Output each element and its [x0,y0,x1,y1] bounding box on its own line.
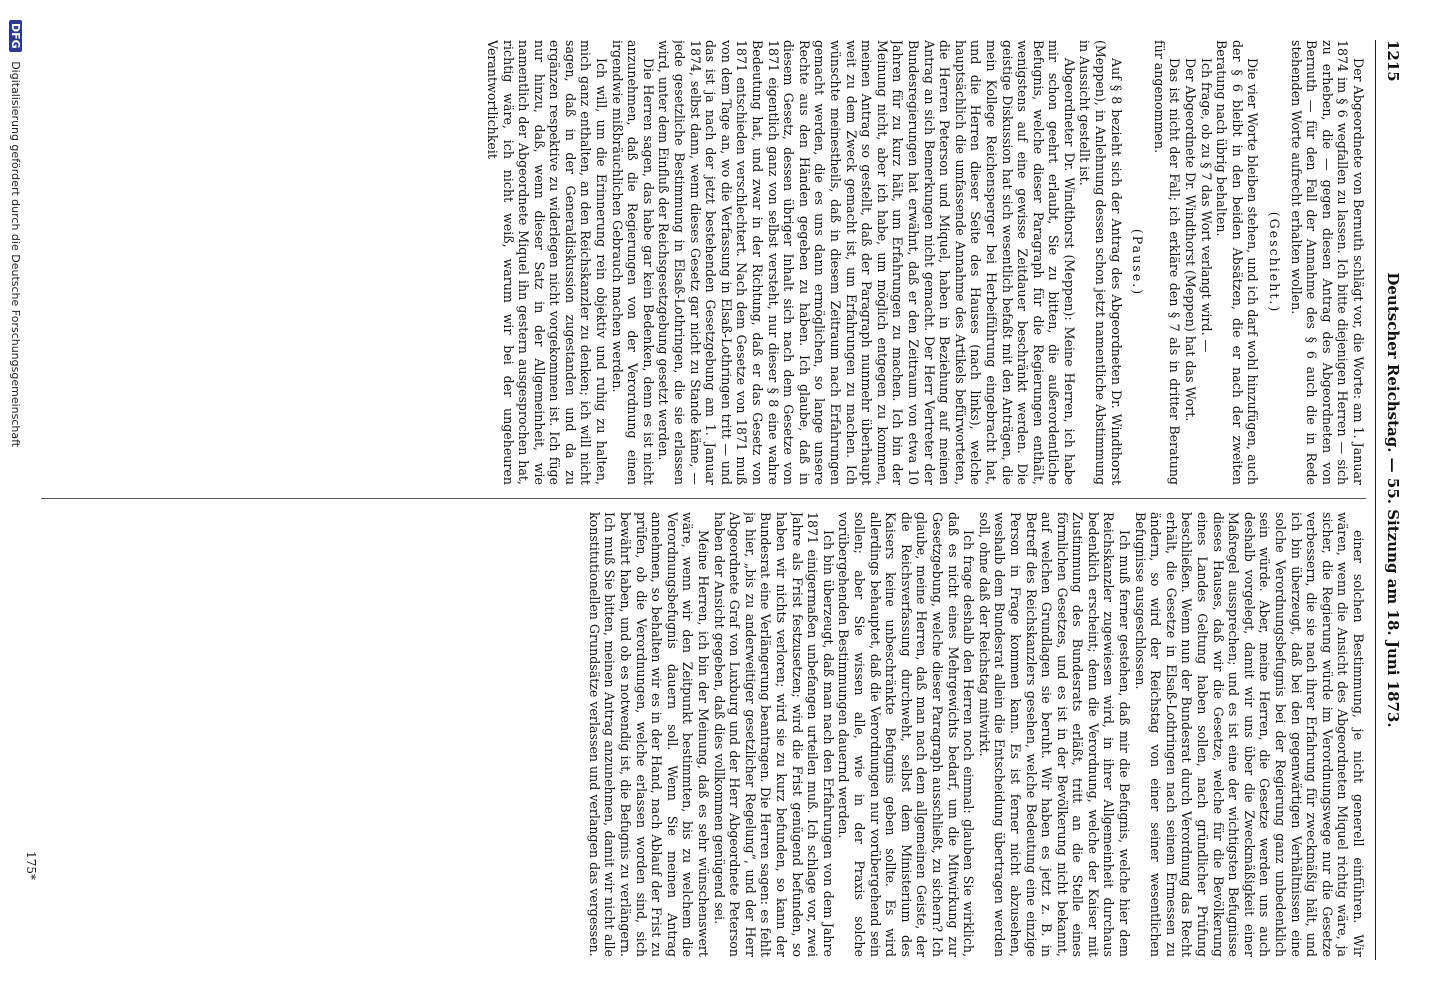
page-number: 1215 [1384,40,1402,82]
paragraph: Das ist nicht der Fall; ich erkläre den § 7 als in dritter Beratung für angenommen. [1151,40,1183,485]
page-header [1376,40,1402,960]
header-rule [1375,40,1376,960]
text-column-left [36,40,1366,485]
paragraph: Ich bin überzeugt, daß man nach den Erfahrungen von dem Jahre 1871 einigermaßen unbefangen urteilen muß. Ich schlage vor, zwei Jahre als Frist festzusetzen; wird die Frist genügend befunden, so haben wir nichts verloren; wird sie zu kurz befunden, so kann der Bundesrat eine Verlängerung beantragen. Die Herren sagen: es fehlt ja hier, „bis zu anderweitiger gesetzlicher Regelung“, und der Herr Abgeordnete Graf von Luxburg und der Herr Abgeordnete Peterson haben der Ansicht gegeben, daß dies vollkommen genügend sei. [711,512,836,957]
paragraph: Die vier Worte bleiben stehen, und ich darf wohl hinzufügen, auch der § 6 bleibt in den beiden Absätzen, die er nach der zweiten Beratung nach übrig behalten. [1214,40,1261,485]
paragraph: Der Abgeordnete von Bernuth schlägt vor, die Worte: am 1. Januar 1874 im § 6 wegfallen zu lassen. Ich bitte diejenigen Herren — sich zu erheben, die — gegen diesen Antrag des Abgeordneten von Bernuth — für den Fall der Annahme des § 6 auch die in Rede stehenden Worte aufrecht erhalten wollen. [1288,40,1366,485]
credit-text: Digitalisierung gefördert durch die Deutsche Forschungsgemeinschaft [9,61,22,448]
paragraph: einer solchen Bestimmung, je nicht generell einführen. Wir wären, wenn die Ansicht des Abgeordneten Miquel richtig wäre, ja sicher, die Regierung würde im Verordnungswege nur die Gesetze verbessern, die sie nach ihrer Erfahrung für zweckmäßig hält, und ich bin überzeugt, daß bei den gegenwärtigen Verhältnissen eine solche Verordnungsbefugnis bei der Regierung ganz unbedenklich sein würde. Aber, meine Herren, die Gesetze werden uns auch deshalb vorgelegt, damit wir uns über die Zweckmäßigkeit einer Maßregel aussprechen; und es ist eine der wichtigsten Befugnisse dieses Hauses, daß wir die Gesetze, welche für die Bevölkerung eines Landes Geltung haben sollen, nach gründlicher Prüfung beschließen. Wenn nun der Bundesrat durch Verordnung das Recht erhält, die Gesetze in Elsaß-Lothringen nach seinem Ermessen zu ändern, so wird der Reichstag von einer seiner wesentlichen Befugnisse ausgeschlossen. [1132,512,1366,957]
page-title: Deutscher Reichstag. — 55. Sitzung am 18. Juni 1873. [1384,272,1402,728]
paragraph: Ich frage, ob zu § 7 das Wort verlangt wird. — [1198,58,1214,353]
paragraph: Ich will, um die Erinnerung rein objektiv und ruhig zu halten, mich ganz enthalten, an den Reichskanzler zu denken; ich will nicht sagen, daß in der Generaldiskussion zugestanden und da zu ergänzen respektive zu widerlegen nicht vorgekommen ist. Ich füge nur hinzu, daß, wenn dieser Satz in der Allgemeinheit, wie namentlich der Abgeordnete Miquel ihn gestern ausgesprochen hat, richtig wäre, ich nicht weiß, warum wir bei der ungeheuren Verantwortlichkeit [484,40,610,485]
paragraph: Der Abgeordnete Dr. Windthorst (Meppen) hat das Wort. [1183,58,1199,422]
dfg-logo: DFG [9,20,22,52]
text-column-right [36,512,1366,957]
digitization-credit [4,20,22,980]
paragraph: Ich frage deshalb den Herren noch einmal: glauben Sie wirklich, daß es nicht eines Mehrgewichts bedarf, um die Mitwirkung zur Gesetzgebung, welche dieser Paragraph ausschließt, zu sichern? Ich glaube, meine Herren, daß man nach dem allgemeinen Geiste, der die Reichsverfassung durchweht, selbst dem Ministerium des Kaisers keine unbeschränkte Befugnis geben sollte. Es wird allerdings behauptet, daß die Verordnungen nur vorübergehend sein sollen; aber Sie wissen alle, wie in der Praxis solche vorübergehenden Bestimmungen dauernd werden. [836,512,977,957]
paragraph: Meine Herren, ich bin der Meinung, daß es sehr wünschenswert wäre, wenn wir den Zeitpunkt bestimmten, bis zu welchem die Verordnungsbefugnis dauern soll. Wenn Sie meinen Antrag annehmen, so behalten wir es in der Hand, nach Ablauf der Frist zu prüfen, ob die Verordnungen, welche erlassen worden sind, sich bewährt haben, und ob es notwendig ist, die Befugnis zu verlängern. Ich muß Sie bitten, meinen Antrag anzunehmen, damit wir nicht alle konstitutionellen Grundsätze verlassen und verlangen das vergessen. [586,512,712,957]
sheet-signature: 175* [24,851,38,880]
paragraph: Auf § 8 bezieht sich der Antrag des Abgeordneten Dr. Windthorst (Meppen), in Anlehnung dessen schon jetzt namentliche Abstimmung in Aussicht gestellt ist. [1077,40,1124,485]
paragraph: Ich muß ferner gestehen, daß mir die Befugnis, welche hier dem Reichskanzler zugewiesen wird, in ihrer Allgemeinheit durchaus bedenklich erscheint; denn die Verordnung, welche der Kaiser mit Zustimmung des Bundesrats erläßt, tritt an die Stelle eines förmlichen Gesetzes, und es ist in der Bevölkerung nicht bekannt, auf welchen Grundlagen sie beruht. Wir haben es jetzt z. B. in Betreff des Reichskanzlers gesehen, welche Bedeutung eine einzige Person in Frage kommen kann. Es ist ferner nicht abzusehen, weshalb dem Bundesrat allein die Entscheidung übertragen werden soll, ohne daß der Reichstag mitwirkt. [976,512,1133,957]
paragraph: Die Herren sagen, das habe gar kein Bedenken, denn es ist nicht anzunehmen, daß die Regierungen von der Verordnung einen irgendwie mißbräuchlichen Gebrauch machen werden. [609,40,656,485]
paragraph: Abgeordneter Dr. Windthorst (Meppen): Meine Herren, ich habe mir schon geehrt erlaubt, Sie zu bitten, die außerordentliche Befugnis, welche dieser Paragraph für die Regierungen enthält, wenigstens auf eine gewisse Zeitdauer beschränkt werden. Die geistige Diskussion hat sich wesentlich befaßt mit den Anträgen, die mein Kollege Reichensperger bei Herbeiführung eingebracht hat, und die Herren dieser Seite des Hauses (nach links), welche hauptsächlich die umfassende Annahme des Artikels befürworteten, die Herren Peterson und Miquel, haben in Beziehung auf meinen Antrag an sich Bemerkungen nicht gemacht. Der Herr Vertreter der Bundesregierungen hat erwähnt, daß er den Zeitraum von etwa 10 Jahren für zu kurz hält, um Erfahrungen zu machen. Ich bin der Meinung nicht, aber ich habe, um möglich entgegen zu kommen, meinen Antrag so gestellt, daß der Paragraph nunmehr überhaupt weit zu dem Zweck gemacht ist, um Erfahrungen zu machen. Ich wünschte meinestheils, daß in diesem Zeitraum nach Erfahrungen gemacht werden, die es uns dann ermöglichen, so lange unsere Rechte aus den Händen gegeben zu haben. Ich glaube, daß in diesem Gesetz, dessen übriger Inhalt sich nach dem Gesetze von 1871 eigentlich ganz von selbst versteht, nur dieser § 8 eine wahre Bedeutung hat, und zwar in der Richtung, daß er das Gesetz von 1871 entschieden verschlechtert. Nach dem Gesetze von 1871 muß von dem Tage an, wo die Verfassung in Elsaß-Lothringen tritt — und das ist ja nach der jetzt bestehenden Gesetzgebung am 1. Januar 1874, selbst dann, wenn dieses Gesetz gar nicht zu Stande käme, — jede gesetzliche Bestimmung in Elsaß-Lothringen, die sie erlassen wird, unter dem Einfluß der Reichsgesetzgebung gesetzt werden. [656,40,1077,485]
paragraph: (Geschieht.) [1267,211,1283,314]
paragraph: (Pause.) [1130,228,1146,297]
column-divider [41,498,1366,499]
